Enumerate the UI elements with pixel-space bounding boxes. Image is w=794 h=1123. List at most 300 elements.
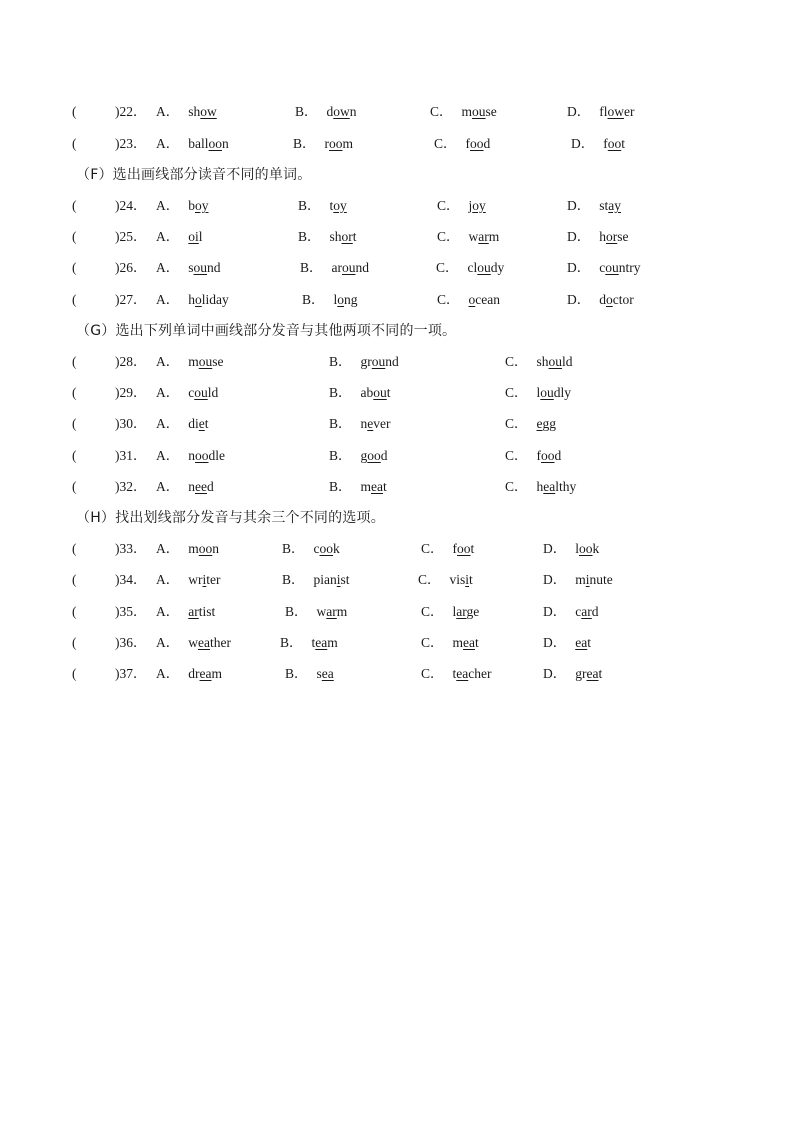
word-part: n (360, 416, 368, 431)
section-heading-g: （G）选出下列单词中画线部分发音与其他两项不同的一项。 (76, 323, 457, 339)
question-number: )32． (115, 479, 147, 494)
option-b[interactable] (329, 413, 391, 435)
word-part: b (188, 198, 195, 213)
answer-blank[interactable]: ( (72, 572, 77, 587)
word-part: d (380, 448, 388, 463)
underlined-part: oy (472, 198, 486, 213)
underlined-part: o (195, 292, 202, 307)
option-d[interactable] (567, 289, 634, 311)
option-letter: B． (293, 136, 316, 151)
word-part: h (599, 229, 606, 244)
word-part: ter (206, 572, 221, 587)
word-part: ver (373, 416, 391, 431)
word-part: m (342, 136, 354, 151)
underlined-part: ow (607, 104, 624, 119)
underlined-part: ou (540, 385, 554, 400)
word-part: h (188, 292, 195, 307)
question-number: )34． (115, 572, 147, 587)
word-part: st (599, 198, 609, 213)
word-part: c (188, 385, 195, 400)
word-part: liday (201, 292, 229, 307)
word-part: t (470, 541, 475, 556)
word-part: ng (344, 292, 358, 307)
underlined-part: oo (541, 448, 555, 463)
underlined-part: i (336, 572, 341, 587)
option-a[interactable] (156, 351, 224, 373)
word-part: gg (542, 416, 557, 431)
option-letter: D． (543, 666, 567, 681)
underlined-part: i (202, 572, 207, 587)
question-number: )28． (115, 354, 147, 369)
word-part: t (452, 666, 457, 681)
answer-blank[interactable]: ( (72, 635, 77, 650)
underlined-part: ar (188, 604, 199, 619)
underlined-part: ou (605, 260, 619, 275)
underlined-part: or (341, 229, 353, 244)
underlined-part: oo (198, 541, 213, 556)
underlined-part: oo (319, 541, 334, 556)
word-part: f (452, 541, 458, 556)
word-part: m (188, 354, 199, 369)
option-letter: A． (156, 479, 180, 494)
option-b[interactable] (329, 476, 387, 498)
question-number: )23． (115, 136, 147, 151)
word-part: cher (468, 666, 492, 681)
option-b[interactable] (285, 663, 334, 685)
word-part: d (206, 479, 214, 494)
answer-blank[interactable]: ( (72, 229, 77, 244)
answer-blank[interactable]: ( (72, 416, 77, 431)
option-letter: A． (156, 572, 180, 587)
option-b[interactable] (293, 133, 353, 155)
underlined-part: oo (607, 136, 622, 151)
option-letter: C． (505, 479, 528, 494)
underlined-part: ar (456, 604, 467, 619)
question-number: )37． (115, 666, 147, 681)
word-part: t (311, 635, 316, 650)
word-part: ball (188, 136, 209, 151)
option-b[interactable] (329, 445, 388, 467)
option-letter: A． (156, 666, 180, 681)
underlined-part: ar (478, 229, 489, 244)
word-part: w (468, 229, 479, 244)
option-letter: A． (156, 229, 180, 244)
word-part: n (212, 541, 220, 556)
underlined-part: ou (371, 354, 386, 369)
word-part: l (452, 604, 457, 619)
option-letter: B． (302, 292, 325, 307)
option-letter: C． (437, 292, 460, 307)
underlined-part: ea (321, 666, 334, 681)
option-letter: A． (156, 604, 180, 619)
word-part: ctor (612, 292, 634, 307)
word-part: d (554, 448, 562, 463)
word-part: nd (207, 260, 221, 275)
question-number: )36． (115, 635, 147, 650)
underlined-part: ou (198, 354, 213, 369)
option-b[interactable] (280, 632, 338, 654)
word-part: dy (490, 260, 505, 275)
option-c[interactable] (434, 133, 490, 155)
option-letter: B． (282, 572, 305, 587)
option-letter: D． (567, 198, 591, 213)
option-letter: B． (298, 229, 321, 244)
underlined-part: ou (472, 104, 486, 119)
word-part: n (188, 479, 195, 494)
underlined-part: i (585, 572, 590, 587)
underlined-part: oo (329, 136, 343, 151)
option-b[interactable] (295, 101, 357, 123)
underlined-part: i (465, 572, 470, 587)
option-letter: A． (156, 416, 180, 431)
option-b[interactable] (282, 538, 340, 560)
word-part: m (488, 229, 500, 244)
word-part: ther (209, 635, 231, 650)
question-number: )24． (115, 198, 147, 213)
option-b[interactable] (285, 601, 347, 623)
option-letter: D． (567, 260, 591, 275)
answer-blank[interactable]: ( (72, 666, 77, 681)
word-part: st (340, 572, 350, 587)
word-part: se (485, 104, 497, 119)
underlined-part: ea (315, 635, 328, 650)
underlined-part: ou (194, 385, 208, 400)
option-letter: C． (421, 541, 444, 556)
option-c[interactable] (505, 445, 561, 467)
option-letter: B． (285, 604, 308, 619)
option-letter: D． (543, 604, 567, 619)
question-number: )25． (115, 229, 147, 244)
option-c[interactable] (505, 476, 576, 498)
option-a[interactable] (156, 538, 219, 560)
underlined-part: o (606, 292, 613, 307)
option-a[interactable] (156, 601, 215, 623)
word-part: l (333, 292, 338, 307)
option-a[interactable] (156, 289, 229, 311)
option-letter: C． (505, 385, 528, 400)
option-a[interactable] (156, 382, 218, 404)
word-part: t (469, 572, 473, 587)
option-a[interactable] (156, 101, 217, 123)
option-letter: A． (156, 198, 180, 213)
word-part: s (316, 666, 322, 681)
option-d[interactable] (543, 663, 602, 685)
option-letter: A． (156, 104, 180, 119)
word-part: pian (313, 572, 337, 587)
word-part: m (575, 572, 586, 587)
option-c[interactable] (505, 382, 571, 404)
answer-blank[interactable]: ( (72, 541, 77, 556)
option-d[interactable] (543, 601, 599, 623)
option-letter: B． (329, 354, 352, 369)
option-b[interactable] (298, 226, 357, 248)
underlined-part: ea (456, 666, 469, 681)
word-part: f (603, 136, 608, 151)
word-part: c (599, 260, 606, 275)
option-letter: B． (329, 385, 352, 400)
option-letter: B． (282, 541, 305, 556)
question-number: )29． (115, 385, 147, 400)
word-part: t (598, 666, 603, 681)
underlined-part: oo (470, 136, 484, 151)
option-a[interactable] (156, 413, 209, 435)
word-part: t (329, 198, 334, 213)
option-letter: A． (156, 260, 180, 275)
option-c[interactable] (505, 413, 556, 435)
underlined-part: ou (193, 260, 208, 275)
word-part: fl (599, 104, 608, 119)
option-a[interactable] (156, 226, 203, 248)
option-a[interactable] (156, 476, 214, 498)
answer-blank[interactable]: ( (72, 260, 77, 275)
word-part: lthy (555, 479, 577, 494)
option-letter: A． (156, 635, 180, 650)
word-part: t (383, 479, 387, 494)
option-letter: C． (437, 198, 460, 213)
word-part: t (621, 136, 626, 151)
word-part: d (591, 604, 599, 619)
question-number: )30． (115, 416, 147, 431)
option-letter: D． (543, 635, 567, 650)
question-number: )35． (115, 604, 147, 619)
underlined-part: ea (586, 666, 599, 681)
word-part: ar (331, 260, 343, 275)
word-part: f (465, 136, 471, 151)
option-letter: B． (329, 448, 352, 463)
word-part: gr (360, 354, 372, 369)
option-d[interactable] (543, 538, 599, 560)
option-letter: C． (505, 354, 528, 369)
underlined-part: oo (195, 448, 209, 463)
option-c[interactable] (430, 101, 497, 123)
word-part: m (461, 104, 473, 119)
option-c[interactable] (421, 663, 492, 685)
underlined-part: e (367, 416, 374, 431)
option-c[interactable] (437, 226, 499, 248)
option-c[interactable] (505, 351, 573, 373)
word-part: sh (188, 104, 201, 119)
word-part: n (188, 448, 195, 463)
answer-blank[interactable]: ( (72, 448, 77, 463)
answer-blank[interactable]: ( (72, 385, 77, 400)
underlined-part: o (337, 292, 345, 307)
option-letter: B． (329, 416, 352, 431)
word-part: m (327, 635, 338, 650)
underlined-part: ar (326, 604, 337, 619)
underlined-part: ou (373, 385, 387, 400)
option-c[interactable] (421, 538, 474, 560)
answer-blank[interactable]: ( (72, 292, 77, 307)
option-letter: A． (156, 541, 180, 556)
option-letter: C． (421, 604, 444, 619)
option-letter: D． (543, 541, 567, 556)
underlined-part: e (536, 416, 543, 431)
option-c[interactable] (436, 257, 504, 279)
word-part: w (316, 604, 327, 619)
option-letter: C． (436, 260, 459, 275)
option-d[interactable] (567, 226, 629, 248)
word-part: ab (360, 385, 374, 400)
word-part: d (483, 136, 491, 151)
question-number: )26． (115, 260, 147, 275)
option-letter: B． (295, 104, 318, 119)
underlined-part: ea (575, 635, 588, 650)
word-part: m (188, 541, 199, 556)
word-part: d (326, 104, 334, 119)
underlined-part: ou (477, 260, 491, 275)
word-part: se (617, 229, 629, 244)
word-part: c (575, 604, 582, 619)
answer-blank[interactable]: ( (72, 136, 77, 151)
question-number: )31． (115, 448, 147, 463)
option-letter: B． (285, 666, 308, 681)
option-a[interactable] (156, 663, 222, 685)
option-a[interactable] (156, 569, 221, 591)
underlined-part: ea (463, 635, 476, 650)
underlined-part: ea (199, 666, 212, 681)
option-letter: C． (434, 136, 457, 151)
word-part: t (386, 385, 391, 400)
word-part: g (360, 448, 368, 463)
underlined-part: o (468, 292, 476, 307)
word-part: nd (385, 354, 399, 369)
underlined-part: ea (198, 635, 210, 650)
option-letter: D． (567, 229, 591, 244)
word-part: t (587, 635, 591, 650)
option-a[interactable] (156, 632, 231, 654)
option-letter: D． (567, 292, 591, 307)
option-letter: C． (430, 104, 453, 119)
option-b[interactable] (302, 289, 358, 311)
word-part: l (575, 541, 580, 556)
option-d[interactable] (567, 195, 621, 217)
word-part: cean (475, 292, 500, 307)
word-part: sh (329, 229, 342, 244)
option-c[interactable] (437, 195, 486, 217)
word-part: dly (553, 385, 572, 400)
word-part: gr (575, 666, 587, 681)
underlined-part: ou (548, 354, 563, 369)
question-number: )22． (115, 104, 147, 119)
option-letter: C． (418, 572, 441, 587)
option-letter: B． (280, 635, 303, 650)
option-c[interactable] (421, 632, 479, 654)
question-number: )27． (115, 292, 147, 307)
word-part: cl (467, 260, 478, 275)
word-part: n (222, 136, 229, 151)
option-b[interactable] (300, 257, 369, 279)
word-part: er (624, 104, 635, 119)
option-b[interactable] (282, 569, 350, 591)
word-part: j (468, 198, 473, 213)
option-d[interactable] (543, 632, 591, 654)
answer-blank[interactable]: ( (72, 604, 77, 619)
option-c[interactable] (421, 601, 479, 623)
underlined-part: ea (371, 479, 384, 494)
option-letter: D． (571, 136, 595, 151)
answer-blank[interactable]: ( (72, 198, 77, 213)
option-d[interactable] (567, 101, 635, 123)
option-letter: A． (156, 136, 180, 151)
word-part: di (188, 416, 199, 431)
option-b[interactable] (298, 195, 347, 217)
option-d[interactable] (567, 257, 641, 279)
underlined-part: ay (608, 198, 622, 213)
word-part: ntry (618, 260, 641, 275)
word-part: ld (207, 385, 219, 400)
word-part: m (336, 604, 348, 619)
word-part: l (198, 229, 203, 244)
option-b[interactable] (329, 382, 391, 404)
word-part: sh (536, 354, 549, 369)
underlined-part: ou (342, 260, 356, 275)
option-letter: B． (298, 198, 321, 213)
question-number: )33． (115, 541, 147, 556)
answer-blank[interactable]: ( (72, 104, 77, 119)
option-d[interactable] (571, 133, 625, 155)
underlined-part: oy (195, 198, 209, 213)
option-letter: A． (156, 385, 180, 400)
word-part: r (324, 136, 330, 151)
word-part: wr (188, 572, 203, 587)
word-part: n (349, 104, 357, 119)
option-c[interactable] (437, 289, 500, 311)
option-d[interactable] (543, 569, 613, 591)
underlined-part: oi (188, 229, 199, 244)
word-part: d (599, 292, 606, 307)
word-part: k (333, 541, 340, 556)
word-part: ge (466, 604, 480, 619)
option-letter: B． (329, 479, 352, 494)
option-letter: D． (567, 104, 591, 119)
word-part: t (475, 635, 479, 650)
word-part: s (188, 260, 194, 275)
underlined-part: ee (195, 479, 207, 494)
underlined-part: ea (543, 479, 556, 494)
word-part: ld (562, 354, 573, 369)
word-part: f (536, 448, 542, 463)
option-b[interactable] (329, 351, 399, 373)
option-letter: C． (421, 666, 444, 681)
word-part: t (352, 229, 357, 244)
option-letter: C． (505, 416, 528, 431)
option-letter: A． (156, 448, 180, 463)
underlined-part: e (198, 416, 205, 431)
word-part: nute (589, 572, 613, 587)
answer-blank[interactable]: ( (72, 354, 77, 369)
answer-blank[interactable]: ( (72, 479, 77, 494)
option-letter: C． (505, 448, 528, 463)
word-part: dle (208, 448, 225, 463)
underlined-part: oo (367, 448, 381, 463)
option-a[interactable] (156, 133, 229, 155)
option-a[interactable] (156, 257, 221, 279)
word-part: se (212, 354, 224, 369)
option-letter: B． (300, 260, 323, 275)
option-a[interactable] (156, 445, 225, 467)
option-a[interactable] (156, 195, 209, 217)
option-letter: A． (156, 292, 180, 307)
option-c[interactable] (418, 569, 473, 591)
section-heading-h: （H）找出划线部分发音与其余三个不同的选项。 (76, 510, 385, 526)
underlined-part: or (606, 229, 618, 244)
option-letter: C． (437, 229, 460, 244)
word-part: nd (355, 260, 370, 275)
section-heading-f: （F）选出画线部分读音不同的单词。 (76, 167, 312, 183)
word-part: m (211, 666, 222, 681)
underlined-part: oy (333, 198, 347, 213)
option-letter: D． (543, 572, 567, 587)
